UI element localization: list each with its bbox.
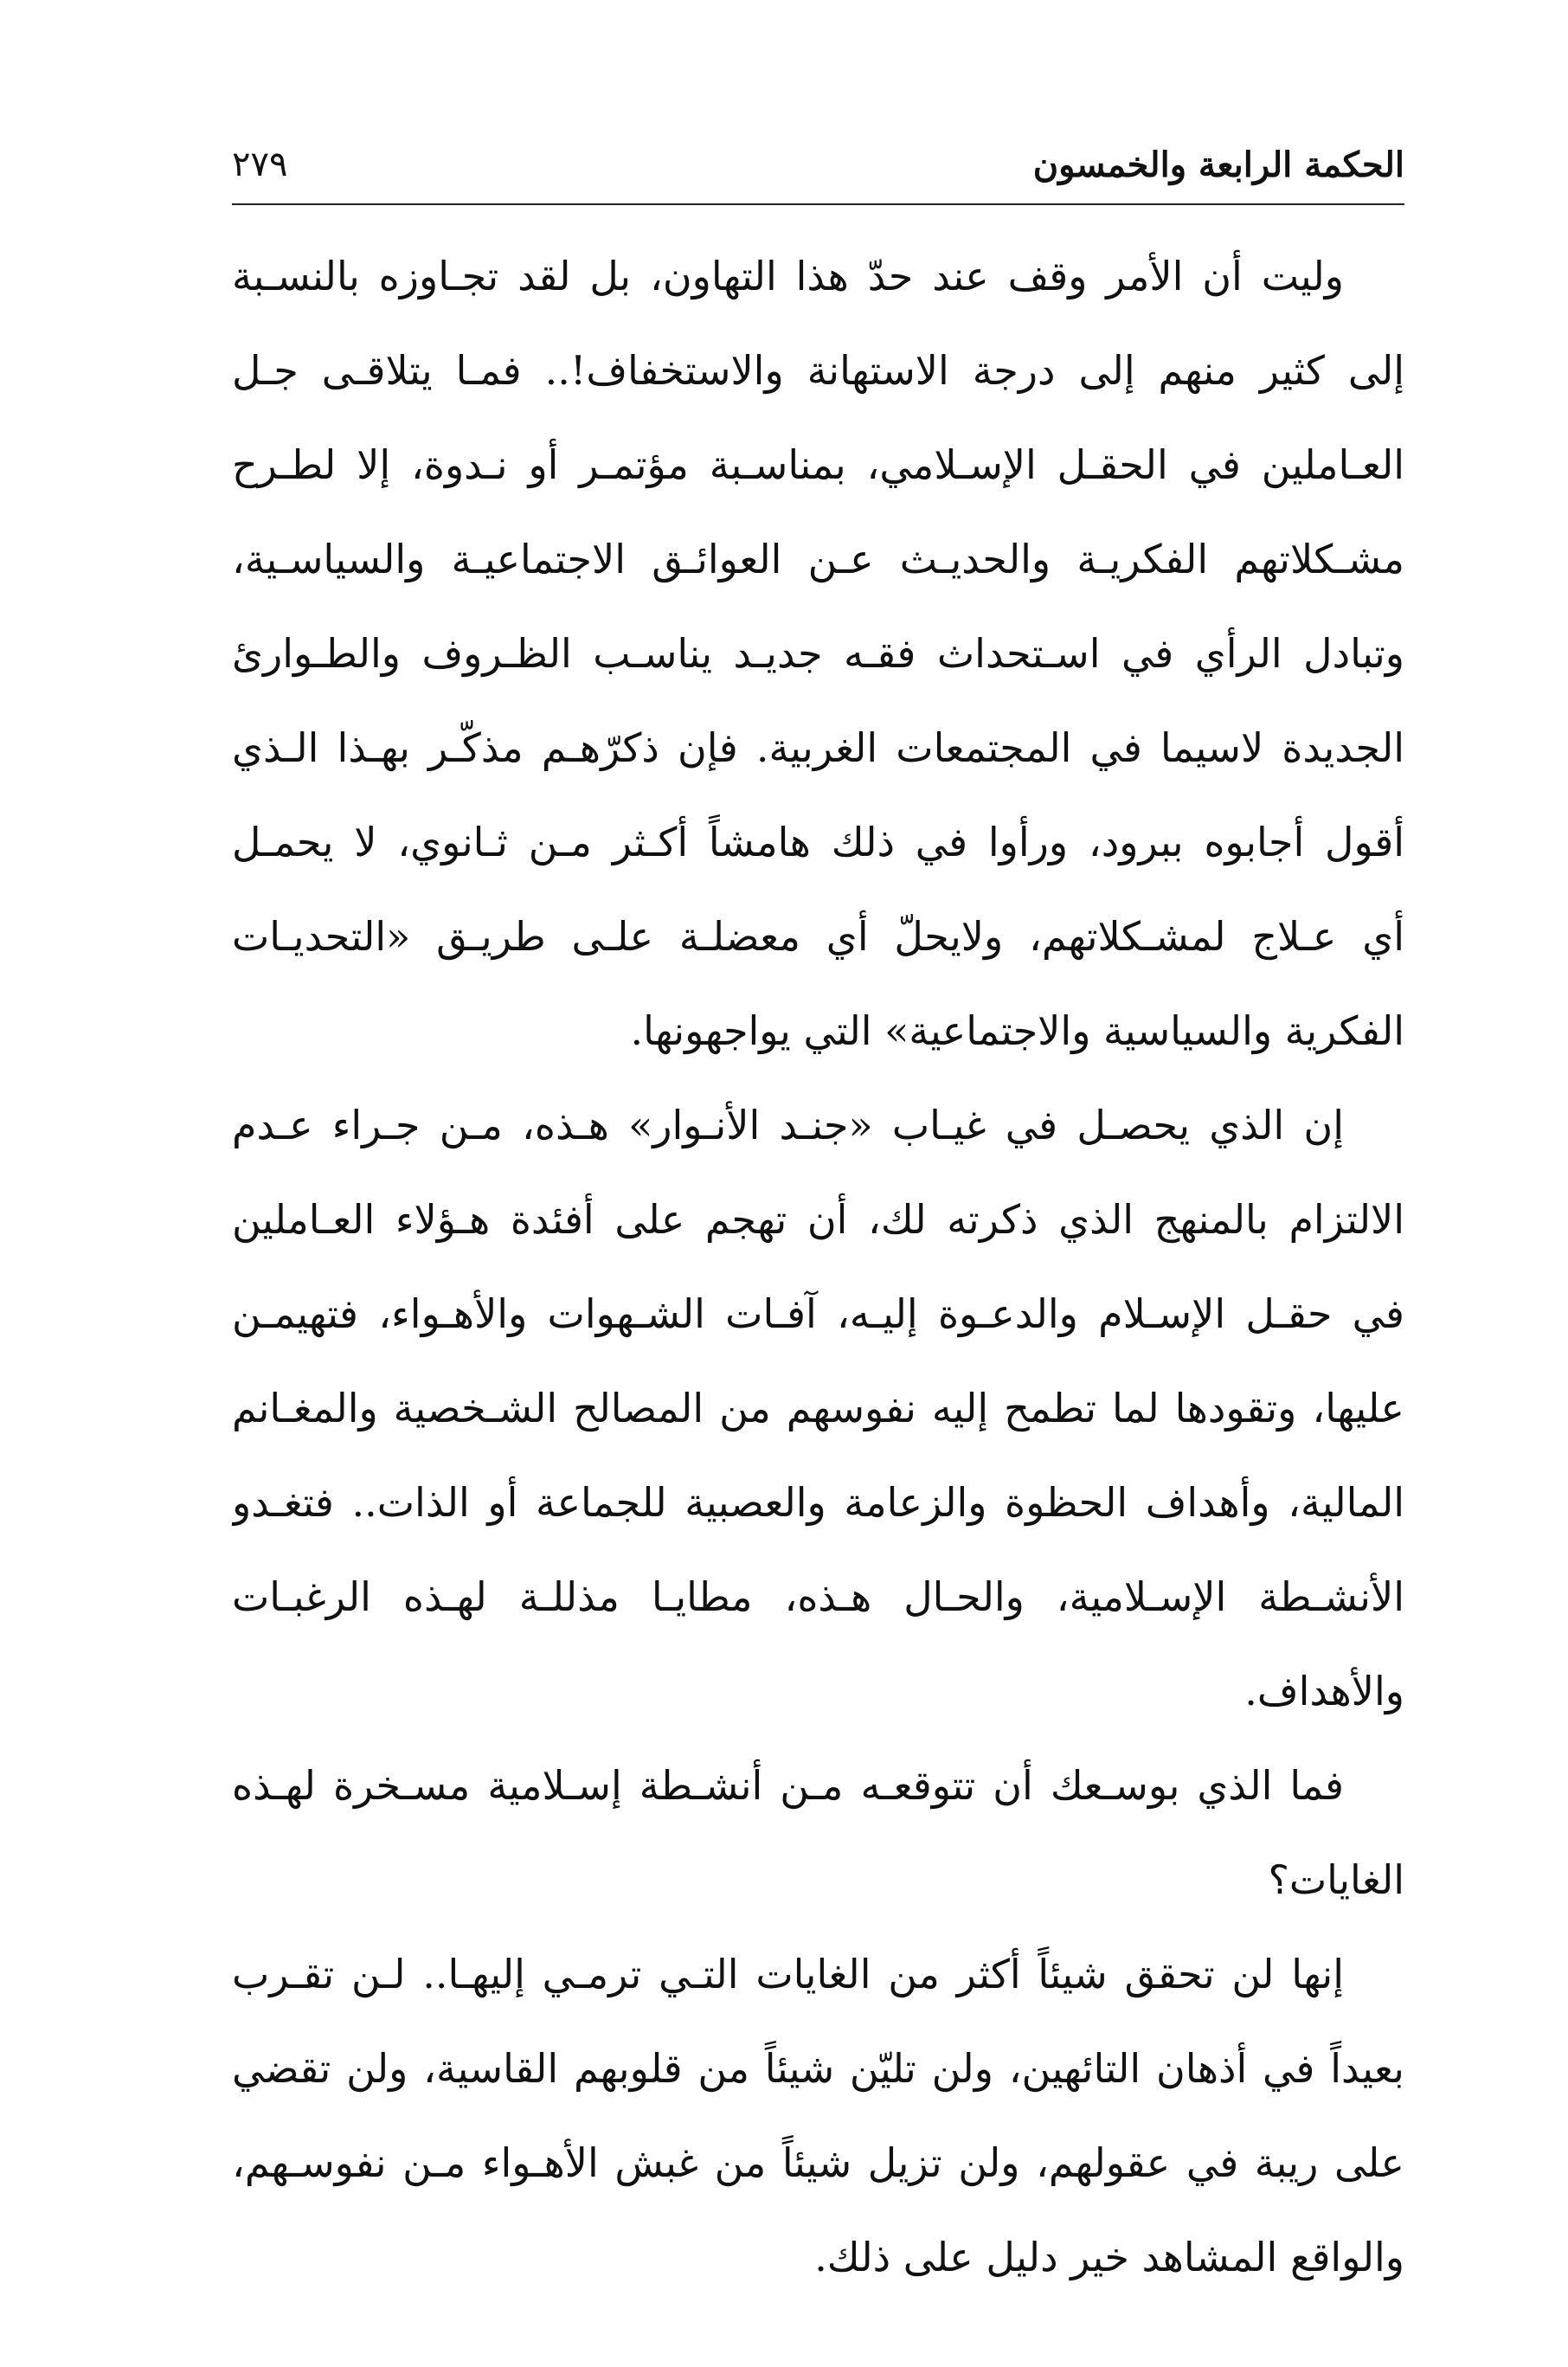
text-line: وليت أن الأمر وقف عند حدّ هذا التهاون، بل لقد تجـاوزه بالنسـبة	[232, 253, 1344, 299]
text-line: والواقع المشاهد خير دليل على ذلك.	[814, 2234, 1404, 2280]
page-number: ٢٧٩	[232, 145, 288, 184]
text-line: الفكرية والسياسية والاجتماعية» التي يواجهونها.	[630, 1007, 1404, 1054]
text-line: وتبادل الرأي في اسـتحداث فقـه جديـد يناسـب الظـروف والطـوارئ	[232, 630, 1404, 677]
text-line: على ريبة في عقولهم، ولن تزيل شيئاً من غبش الأهـواء مـن نفوسـهم،	[232, 2139, 1404, 2186]
page-header	[232, 130, 1404, 199]
text-line: مشـكلاتهم الفكريـة والحديـث عـن العوائـق الاجتماعيـة والسياسـية،	[232, 536, 1404, 582]
text-line: أقول أجابوه ببرود، ورأوا في ذلك هامشاً أكـثر مـن ثـانوي، لا يحمـل	[232, 819, 1404, 865]
running-title: الحكمة الرابعة والخمسون	[1032, 144, 1404, 185]
text-line: المالية، وأهداف الحظوة والزعامة والعصبية للجماعة أو الذات.. فتغـدو	[232, 1479, 1404, 1526]
text-line: الأنشـطة الإسـلامية، والحـال هـذه، مطايـا مذللـة لهـذه الرغبـات	[232, 1573, 1404, 1620]
paragraph-3	[232, 1739, 1404, 1927]
text-line: في حقـل الإسـلام والدعـوة إليـه، آفـات الشـهوات والأهـواء، فتهيمـن	[232, 1290, 1404, 1337]
text-line: أي عـلاج لمشـكلاتهم، ولايحلّ أي معضلـة علـى طريـق «التحديـات	[232, 913, 1404, 960]
paragraph-1	[232, 229, 1404, 1078]
text-line: إلى كثير منهم إلى درجة الاستهانة والاستخفاف!.. فمـا يتلاقـى جـل	[232, 347, 1404, 394]
text-line: إنها لن تحقق شيئاً أكثر من الغايات التـي ترمـي إليهـا.. لـن تقـرب	[232, 1951, 1344, 1997]
header-rule	[232, 203, 1404, 205]
text-line: الجديدة لاسيما في المجتمعات الغربية. فإن ذكرّهـم مذكّـر بهـذا الـذي	[232, 724, 1404, 771]
text-line: فما الذي بوسـعك أن تتوقعـه مـن أنشـطة إسـلامية مسـخرة لهـذه	[232, 1762, 1344, 1809]
text-line: بعيداً في أذهان التائهين، ولن تليّن شيئاً من قلوبهم القاسية، ولن تقضي	[232, 2045, 1404, 2092]
text-line: إن الذي يحصـل في غيـاب «جنـد الأنـوار» هـذه، مـن جـراء عـدم	[232, 1102, 1344, 1148]
text-line: عليها، وتقودها لما تطمح إليه نفوسهم من المصالح الشـخصية والمغـانم	[232, 1385, 1404, 1431]
text-line: العـاملين في الحقـل الإسـلامي، بمناسـبة مؤتمـر أو نـدوة، إلا لطـرح	[232, 441, 1404, 488]
paragraph-4	[232, 1927, 1404, 2305]
text-line: والأهداف.	[1244, 1668, 1404, 1714]
text-line: الالتزام بالمنهج الذي ذكرته لك، أن تهجم على أفئدة هـؤلاء العـاملين	[232, 1196, 1404, 1243]
paragraph-2	[232, 1078, 1404, 1739]
page-body	[232, 229, 1404, 2305]
text-line: الغايات؟	[1268, 1856, 1404, 1903]
